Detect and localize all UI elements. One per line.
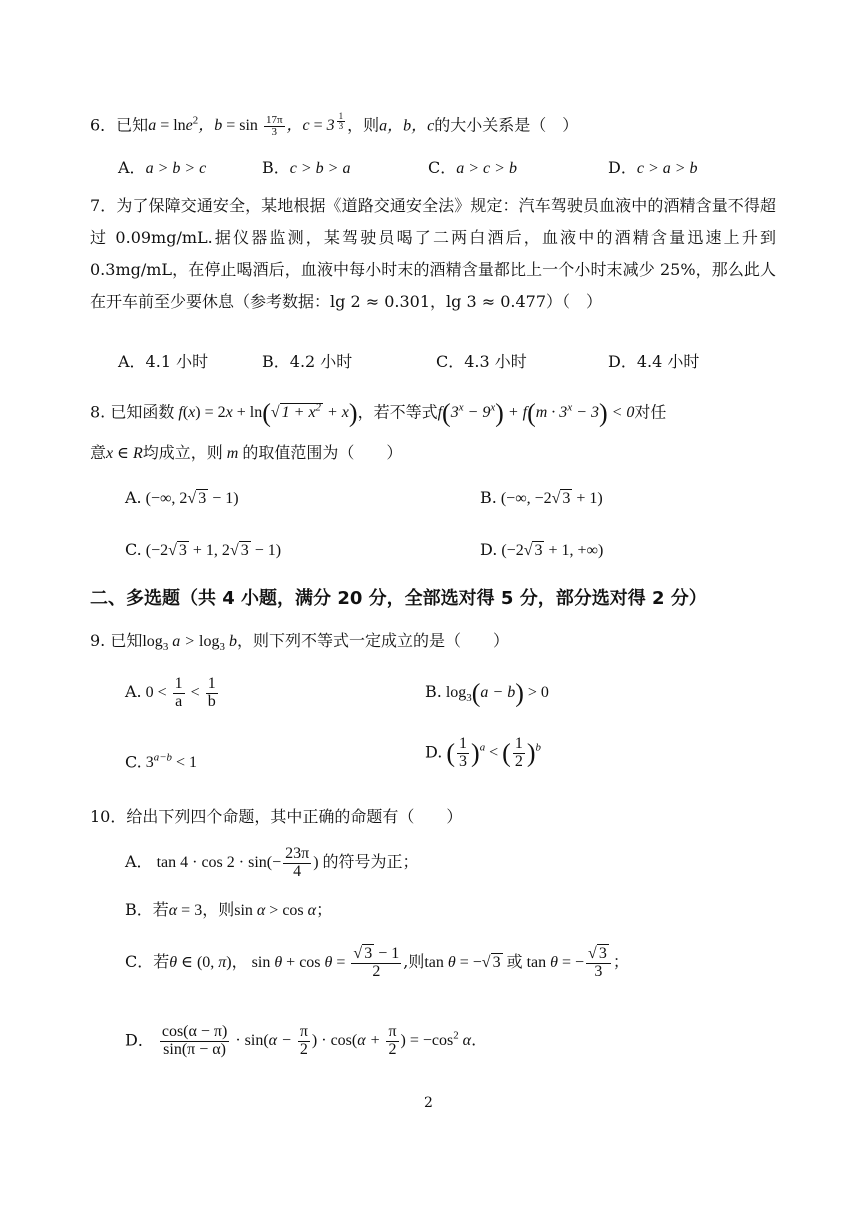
q6-stem-suffix: ，则	[347, 115, 380, 135]
q9-option-d: D. ( $\frac{1}{3}$ )$^a$ < ( $\frac{1}{2}$ )$^b$	[425, 735, 541, 771]
q6-option-d: D．c > a > b	[608, 158, 698, 177]
q9-option-a-label: A.	[125, 681, 142, 701]
page-number: 2	[424, 1095, 433, 1111]
q8-option-a: A. (−∞, 2√ 3 − 1)	[125, 488, 239, 507]
q10-option-d-end: .	[471, 1030, 477, 1050]
q6-option-b-label: B．	[262, 158, 290, 177]
q9-stem-prefix: 9. 已知	[90, 631, 143, 650]
q10-option-c-label: C．若	[125, 951, 170, 971]
q8-stem-mid: ，若不等式	[357, 402, 438, 422]
q10-option-c-mid1: ，	[231, 951, 248, 971]
q10-option-c-mid2: ,则	[403, 951, 425, 971]
q10-stem: 10．给出下列四个命题，其中正确的命题有（ ）	[90, 807, 463, 826]
q6-stem	[90, 110, 578, 139]
q9-stem	[90, 630, 509, 658]
section-title: 二、多选题（共 4 小题，满分 20 分，全部选对得 5 分，部分选对得 2 分）	[90, 588, 707, 609]
q9-option-d-label: D.	[425, 742, 443, 762]
q10-option-a-label: A．	[125, 851, 153, 871]
q10-option-b-end: ；	[316, 900, 333, 919]
q9-option-c: C. $3^{a-b} < 1$	[125, 752, 198, 772]
q8-option-d: D. (−2√ 3 + 1, +∞)	[480, 540, 604, 559]
q6-option-a-label: A．	[118, 158, 146, 177]
q6-stem-prefix: 6．已知	[90, 115, 149, 135]
q8-option-c-label: C.	[125, 540, 142, 559]
q8-stem-prefix: 8. 已知函数	[90, 402, 175, 422]
q10-option-b-label: B．若	[125, 900, 169, 919]
q10-option-b-mid: ，则	[202, 900, 235, 919]
q7-option-d: D．4.4 小时	[608, 352, 700, 371]
q10-option-c-end: ；	[612, 951, 629, 971]
q8-option-b: B. (−∞, −2√ 3 + 1)	[480, 488, 603, 507]
q7-option-b: B．4.2 小时	[262, 352, 353, 371]
q10-option-d-label: D．	[125, 1030, 154, 1050]
q9-math-log: $\log_3 a > \log_3 b$	[142, 633, 237, 654]
q8-option-c: C. (−2√ 3 + 1, 2√ 3 − 1)	[125, 540, 282, 559]
q10-option-c: C．若θ ∈ (0, π)， sin θ + cos θ = $\frac{√ 3 - 1}{2}$ ,则tan θ = −√ 3 或 tan θ = − $\frac{√ 3}{3}$ ；	[125, 945, 629, 980]
q8-option-d-label: D.	[480, 540, 498, 559]
q10-option-b: B．若α = 3，则sin α > cos α；	[125, 900, 333, 919]
q10-option-c-or: 或	[506, 951, 523, 971]
q9-option-b: B. $\log_3(a - b) > 0$	[425, 678, 549, 708]
q6-stem-tail: 的大小关系是（ ）	[434, 115, 579, 135]
q6-math-abc: a = lne$^2$，b = sin $\frac{17\pi}{3}$ ，c = 3 $^{\frac{1}{3}}$	[148, 110, 344, 139]
q6-option-c-label: C．	[428, 158, 457, 177]
q9-option-c-label: C.	[125, 752, 142, 772]
q8-math-ineq: $f(3^x - 9^x) + f(m \cdot 3^x - 3) < 0$	[437, 398, 635, 428]
q8-line2-tail: 的取值范围为（ ）	[242, 443, 403, 462]
q10-option-d: D． $\frac{\cos(\alpha - \pi)}{\sin(\pi - \alpha)}$ · sin(α − $\frac{\pi}{2}$ ) · cos(α + $\frac{\pi}{2}$ ) = $-\cos^2$ α.	[125, 1023, 477, 1059]
q8-stem-end: 对任	[634, 402, 667, 422]
q8-line2-suffix: 均成立，则	[142, 443, 223, 462]
q9-option-b-label: B.	[425, 682, 442, 701]
q10-option-a: A． tan 4 · cos 2 · sin(− $\frac{23\pi}{4}$ ) 的符号为正；	[125, 845, 419, 880]
q10-option-a-suffix: 的符号为正；	[322, 851, 419, 871]
q9-stem-suffix: ，则下列不等式一定成立的是（ ）	[236, 631, 509, 650]
q8-option-a-label: A.	[125, 488, 142, 507]
q7-option-c: C．4.3 小时	[436, 352, 527, 371]
q7-stem: 7．为了保障交通安全，某地根据《道路交通安全法》规定：汽车驾驶员血液中的酒精含量不得超过 0.09mg/mL.据仪器监测，某驾驶员喝了二两白酒后，血液中的酒精含量迅速上升到 0.3mg/mL，在停止喝酒后，血液中每小时末的酒精含量都比上一个小时末减少 25%，那么此人在开车前至少要休息（参考数据：lg 2 ≈ 0.301，lg 3 ≈ 0.477）（ ）	[90, 196, 776, 311]
q6-option-b: B．c > b > a	[262, 158, 351, 177]
q8-stem-line2: 意x ∈ R均成立，则 m 的取值范围为（ ）	[90, 443, 403, 462]
q6-option-d-label: D．	[608, 158, 637, 177]
q8-line2-prefix: 意	[90, 443, 107, 462]
q8-option-b-label: B.	[480, 488, 497, 507]
q7-option-a: A．4.1 小时	[118, 352, 209, 371]
q8-math-f: f(x) = 2x + ln(√ $1 + x^2 + x$)	[174, 398, 358, 428]
q6-option-c: C．a > c > b	[428, 158, 517, 177]
q6-option-a: A．a > b > c	[118, 158, 207, 177]
q9-option-a: A. 0 < $\frac{1}{a}$ < $\frac{1}{b}$	[125, 675, 216, 710]
q6-math-vars: a，b，c	[379, 117, 435, 135]
q8-stem	[90, 394, 666, 428]
